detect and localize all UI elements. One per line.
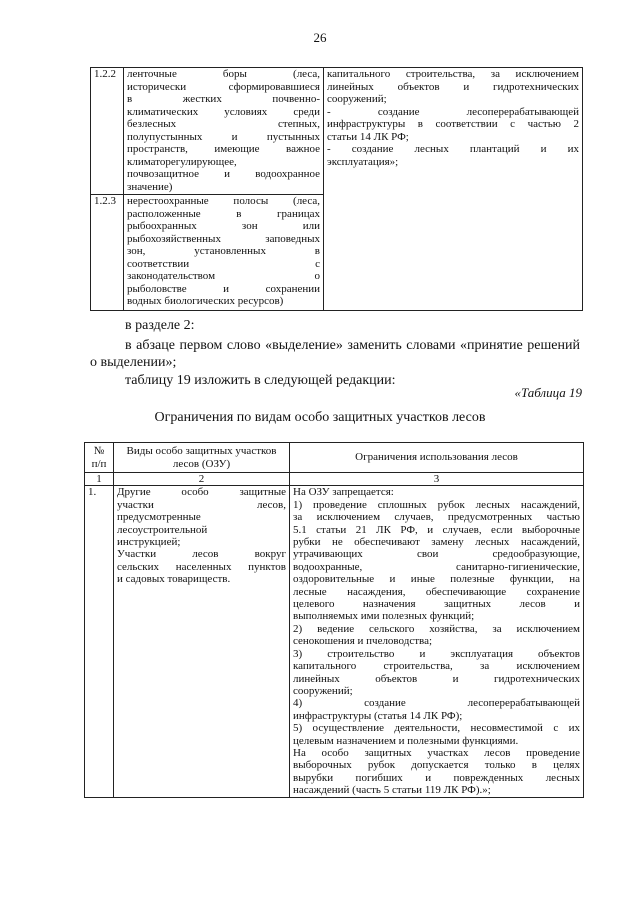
- header-number: № п/п: [85, 443, 114, 473]
- paragraph-line: в абзаце первом слово «выделение» заменить словами «принятие решений: [125, 338, 580, 353]
- column-number: 2: [114, 473, 290, 486]
- text-line: сенокошения и пчеловодства;: [293, 635, 433, 648]
- text-line: соответствии с: [127, 257, 320, 270]
- text-line: пространств, имеющие важное: [127, 143, 320, 155]
- text-line: инструкцией;: [117, 536, 181, 549]
- text-line: климатических условиях среди: [127, 105, 320, 118]
- row-number: 1.2.3: [91, 195, 124, 311]
- text-line: инфраструктуры (статья 14 ЛК РФ);: [293, 709, 463, 722]
- text-line: 1) проведение сплошных рубок лесных насаждений,: [293, 498, 580, 511]
- paragraph-line: о выделении»;: [90, 355, 177, 370]
- text-line: лесоустроительной: [117, 523, 208, 536]
- text-line: целевым назначением и полезными функциями.: [293, 734, 519, 747]
- text-line: безлесных степных,: [127, 118, 320, 130]
- text-line: участки лесов,: [117, 498, 286, 511]
- text-line: полупустынных и пустынных: [127, 130, 320, 143]
- header-types: Виды особо защитных участков лесов (ОЗУ): [114, 443, 290, 473]
- text-line: сооружений;: [293, 684, 353, 697]
- text-line: зон, установленных в: [127, 245, 320, 257]
- text-line: рубки не обеспечивают замену лесных насаждений,: [293, 536, 580, 549]
- text-line: рыболовстве и сохранении: [127, 282, 320, 295]
- column-number: 3: [290, 473, 584, 486]
- header-row: [85, 443, 584, 473]
- text-line: насаждений (часть 5 статьи 119 ЛК РФ).»;: [293, 784, 491, 797]
- text-line: оздоровительные и иные полезные функции, на: [293, 573, 580, 586]
- text-line: водных биологических ресурсов): [127, 295, 284, 307]
- continuation-table: [90, 67, 583, 311]
- text-line: за исключением случаев, предусмотренных частью: [293, 511, 580, 524]
- text-line: Участки лесов вокруг: [117, 548, 286, 561]
- text-line: инфраструктуры в соответствии с частью 2: [327, 118, 579, 130]
- text-line: выборочных рубок допускается только в целях: [293, 759, 580, 772]
- text-line: расположенные в границах: [127, 207, 320, 220]
- text-line: - создание лесоперерабатывающей: [327, 105, 579, 118]
- text-line: почвозащитное и водоохранное: [127, 168, 320, 180]
- text-line: законодательством о: [127, 270, 320, 282]
- header-restrictions: Ограничения использования лесов: [290, 443, 584, 473]
- text-line: эксплуатация»;: [327, 155, 399, 168]
- column-numbers-row: [85, 473, 584, 486]
- text-line: капитального строительства, за исключением: [327, 68, 579, 80]
- text-line: климаторегулирующее,: [127, 155, 237, 168]
- table-label: «Таблица 19: [514, 385, 582, 400]
- text-line: вырубки погибших и поврежденных лесных: [293, 771, 580, 784]
- text-line: лесные насаждения, обеспечивающие сохранение: [293, 585, 580, 598]
- text-line: нерестоохранные полосы (леса,: [127, 195, 320, 207]
- text-line: линейных объектов и гидротехнических: [327, 80, 579, 93]
- table-row: [91, 68, 583, 195]
- text-line: и садовых товариществ.: [117, 573, 231, 586]
- text-line: значение): [127, 180, 173, 193]
- text-line: сельских населенных пунктов: [117, 560, 286, 573]
- text-line: в жестких почвенно-: [127, 93, 320, 105]
- text-line: ленточные боры (леса,: [127, 68, 320, 80]
- text-line: капитального строительства, за исключением: [293, 660, 580, 673]
- zone-restrictions-cell: [290, 486, 584, 797]
- text-line: На особо защитных участках лесов проведение: [293, 746, 580, 759]
- text-line: рыбоохранных зон или: [127, 220, 320, 232]
- table-19: [84, 442, 584, 798]
- forest-type-cell: [124, 195, 324, 311]
- forest-type-cell: [124, 68, 324, 195]
- text-line: выполняемых ими полезных функций;: [293, 610, 475, 623]
- text-line: линейных объектов и гидротехнических: [293, 672, 580, 685]
- text-line: сооружений;: [327, 93, 387, 105]
- row-number: 1.: [85, 486, 114, 797]
- text-line: 2) ведение сельского хозяйства, за исключением: [293, 622, 580, 635]
- zone-types-cell: [114, 486, 290, 797]
- text-line: предусмотренные: [117, 511, 201, 524]
- text-line: На ОЗУ запрещается:: [293, 486, 394, 499]
- text-line: - создание лесных плантаций и их: [327, 143, 579, 155]
- text-line: статьи 14 ЛК РФ;: [327, 130, 409, 143]
- table-title: Ограничения по видам особо защитных участков лесов: [154, 410, 486, 425]
- page-number: 26: [313, 30, 327, 45]
- text-line: утрачивающих свои средообразующие,: [293, 548, 580, 561]
- text-line: 5.1 статьи 21 ЛК РФ, и случаев, если выборочные: [293, 523, 580, 536]
- table-instruction: таблицу 19 изложить в следующей редакции:: [125, 373, 396, 388]
- restrictions-cell: [324, 68, 583, 311]
- section-heading: в разделе 2:: [125, 318, 195, 333]
- text-line: 4) создание лесоперерабатывающей: [293, 697, 580, 710]
- text-line: 3) строительство и эксплуатация объектов: [293, 647, 580, 660]
- text-line: Другие особо защитные: [117, 486, 286, 499]
- table-row: [85, 486, 584, 797]
- text-line: целевого назначения защитных лесов и: [293, 598, 580, 611]
- text-line: водоохранные, санитарно-гигиенические,: [293, 560, 580, 573]
- text-line: 5) осуществление деятельности, несовместимой с их: [293, 722, 580, 735]
- column-number: 1: [85, 473, 114, 486]
- row-number: 1.2.2: [91, 68, 124, 195]
- text-line: рыбохозяйственных заповедных: [127, 232, 320, 245]
- text-line: исторически сформировавшиеся: [127, 80, 320, 93]
